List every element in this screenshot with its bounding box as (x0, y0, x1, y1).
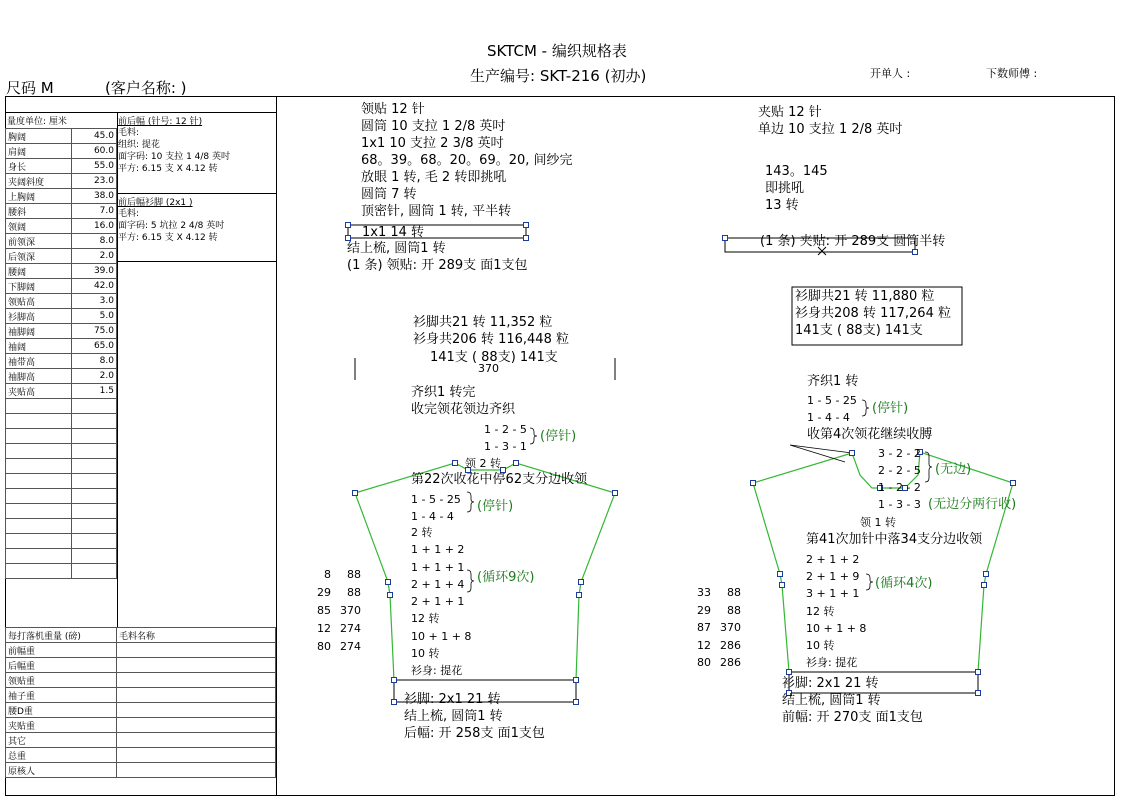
document-title: SKTCM - 编织规格表 (487, 42, 627, 60)
number-left: 87 (697, 621, 711, 634)
measurement-value: 55.0 (72, 159, 117, 174)
measurement-value: 2.0 (72, 369, 117, 384)
measurement-value: 38.0 (72, 189, 117, 204)
measurement-label: 衫脚高 (6, 309, 72, 324)
back-neck-dec-line: 1 - 2 - 5 (484, 423, 527, 436)
back-body-line: 1 + 1 + 1 (411, 560, 465, 574)
back-neck-note: 第22次收花中停62支分边收领 (411, 472, 588, 487)
vertex-handle[interactable] (787, 670, 792, 675)
back-collar-end-line: (1 条) 领贴: 开 289支 面1支包 (347, 258, 528, 273)
measurement-label: 袖脚高 (6, 369, 72, 384)
vertex-handle[interactable] (574, 678, 579, 683)
front-rib-text: 衫脚: 2x1 21 转 (782, 676, 879, 691)
front-left-numbers (685, 584, 741, 672)
back-neck-line: 齐织1 转完 (411, 385, 476, 400)
vertex-handle[interactable] (386, 580, 391, 585)
measurement-value: 75.0 (72, 324, 117, 339)
vertex-handle[interactable] (780, 583, 785, 588)
measurement-label: 腰斜 (6, 204, 72, 219)
back-shoulder-line: 1 - 4 - 4 (411, 510, 454, 523)
number-pair (305, 584, 361, 602)
measurement-label: 袖脚阔 (6, 324, 72, 339)
front-end-notes (782, 692, 923, 726)
measurement-value: 5.0 (72, 309, 117, 324)
vertex-handle[interactable] (913, 250, 918, 255)
front-armhole-notes (758, 104, 902, 138)
measurement-label: 上胸阔 (6, 189, 72, 204)
opener-label: 开单人 : (870, 67, 911, 80)
note-line: 平方: 6.15 支 X 4.12 转 (118, 233, 218, 243)
front-totals (795, 288, 951, 339)
number-right: 274 (340, 640, 361, 653)
unit-label: 量度单位: 厘米 (7, 117, 67, 127)
back-body-line: 2 转 (411, 526, 433, 539)
yarn-label: 前幅重 (6, 643, 117, 658)
yarn-header-right: 毛料名称 (117, 628, 276, 643)
vertex-handle[interactable] (723, 236, 728, 241)
back-collar-end (347, 240, 528, 274)
measurement-label: 袖带高 (6, 354, 72, 369)
back-end-notes (404, 708, 545, 742)
vertex-handle[interactable] (982, 583, 987, 588)
back-width-total: 370 (478, 362, 499, 375)
vertex-handle[interactable] (524, 223, 529, 228)
back-width-line: 141支 ( 88支) 141支 (430, 350, 558, 365)
measurement-label: 肩阔 (6, 144, 72, 159)
measurement-value: 42.0 (72, 279, 117, 294)
front-total-line: 衫身共208 转 117,264 粒 (795, 306, 951, 321)
vertex-handle[interactable] (984, 572, 989, 577)
vertex-handle[interactable] (346, 223, 351, 228)
front-neck-dec-line: 1 - 2 - 2 (878, 481, 921, 494)
front-shoulder-line: 1 - 5 - 25 (807, 394, 857, 407)
measurement-label: 夹阔斜度 (6, 174, 72, 189)
measurement-label: 后领深 (6, 249, 72, 264)
production-number: 生产编号: SKT-216 (初办) (470, 67, 647, 85)
vertex-handle[interactable] (514, 461, 519, 466)
number-pair (305, 602, 361, 620)
yarn-label: 总重 (6, 748, 117, 763)
front-no-edge2: (无边分两行收) (928, 497, 1017, 512)
vertex-handle[interactable] (751, 481, 756, 486)
yarn-label: 原核人 (6, 763, 117, 778)
measurement-value: 1.5 (72, 384, 117, 399)
number-left: 29 (317, 586, 331, 599)
vertex-handle[interactable] (453, 461, 458, 466)
front-stop: (停针) (872, 401, 909, 416)
back-total-line: 衫身共206 转 116,448 粒 (413, 332, 569, 347)
customer-label: (客户名称: ) (105, 79, 187, 97)
vertex-handle[interactable] (613, 491, 618, 496)
yarn-label: 其它 (6, 733, 117, 748)
yarn-label: 领贴重 (6, 673, 117, 688)
back-collar-end-line: 结上梳, 圆筒1 转 (347, 241, 446, 256)
back-collar-notes (361, 101, 573, 220)
measurement-label: 领贴高 (6, 294, 72, 309)
note-line: 面字码: 10 支拉 1 4/8 英吋 (118, 152, 230, 162)
front-no-edge: (无边) (935, 462, 972, 477)
front-armhole-line: 单边 10 支拉 1 2/8 英吋 (758, 122, 903, 137)
measurement-label: 袖阔 (6, 339, 72, 354)
measurement-label: 胸阔 (6, 129, 72, 144)
back-shoulder (411, 491, 461, 525)
back-neck-count: 领 2 转 (465, 457, 501, 470)
measurement-label: 腰阔 (6, 264, 72, 279)
number-pair (685, 619, 741, 637)
measurement-value: 45.0 (72, 129, 117, 144)
number-left: 80 (697, 656, 711, 669)
front-body-line: 10 + 1 + 8 (806, 621, 867, 635)
note-line: 平方: 6.15 支 X 4.12 转 (118, 164, 218, 174)
front-total-line: 衫脚共21 转 11,880 粒 (795, 289, 935, 304)
front-pick-notes (765, 163, 828, 214)
back-neck-decrease (484, 421, 527, 455)
number-right: 370 (720, 621, 741, 634)
back-cycle: (循环9次) (477, 570, 535, 585)
number-left: 8 (324, 568, 331, 581)
front-body-notes (806, 551, 866, 671)
number-right: 286 (720, 638, 741, 652)
number-right: 88 (727, 603, 741, 617)
back-collar-line: 68。39。68。20。69。20, 间纱完 (361, 153, 573, 168)
front-shoulder (807, 392, 857, 426)
front-neck-top: 齐织1 转 (807, 374, 859, 389)
measurement-value: 8.0 (72, 234, 117, 249)
back-left-numbers (305, 566, 361, 656)
number-left: 33 (697, 586, 711, 599)
notes-block1-title: 前后幅 (针号: 12 针) (118, 117, 203, 127)
note-line: 组织: 提花 (118, 140, 160, 150)
front-end-line: 前幅: 开 270支 面1支包 (782, 710, 923, 725)
back-shoulder-line: 1 - 5 - 25 (411, 493, 461, 506)
vertex-handle[interactable] (353, 491, 358, 496)
front-pick-line: 143。145 (765, 164, 828, 179)
back-stop2: (停针) (477, 499, 514, 514)
number-pair (685, 654, 741, 672)
number-pair (305, 638, 361, 656)
yarn-label: 腰D重 (6, 703, 117, 718)
note-line: 毛料: (118, 209, 140, 219)
measurement-value: 7.0 (72, 204, 117, 219)
size-label: 尺码 M (6, 79, 54, 97)
vertex-handle[interactable] (574, 700, 579, 705)
number-pair (685, 637, 741, 655)
front-armhole-line: 夹贴 12 针 (758, 105, 822, 120)
measurement-value: 23.0 (72, 174, 117, 189)
back-neck-dec-line: 1 - 3 - 1 (484, 440, 527, 453)
measurement-label: 下脚阔 (6, 279, 72, 294)
number-right: 370 (340, 604, 361, 617)
number-right: 286 (720, 656, 741, 669)
note-line: 毛料: (118, 128, 140, 138)
vertex-handle[interactable] (392, 700, 397, 705)
measurement-value: 8.0 (72, 354, 117, 369)
number-left: 12 (697, 638, 711, 652)
number-right: 88 (347, 586, 361, 599)
vertex-handle[interactable] (976, 670, 981, 675)
front-body-line: 10 转 (806, 639, 835, 653)
front-pick-line: 即挑吼 (765, 181, 805, 196)
front-shoulder-line: 1 - 4 - 4 (807, 411, 850, 424)
measurement-value: 2.0 (72, 249, 117, 264)
front-cycle: (循环4次) (875, 576, 933, 591)
yarn-header-left: 每打落机重量 (磅) (6, 628, 117, 643)
back-collar-line: 顶密针, 圆筒 1 转, 平半转 (361, 204, 512, 219)
number-left: 12 (317, 622, 331, 635)
back-body-line: 2 + 1 + 1 (411, 595, 465, 609)
back-totals (413, 314, 569, 348)
front-body-line: 2 + 1 + 2 (806, 553, 860, 566)
front-body-line: 12 转 (806, 604, 835, 618)
front-total-line: 141支 ( 88支) 141支 (795, 323, 923, 338)
back-collar-line: 圆筒 7 转 (361, 187, 417, 202)
number-pair (685, 584, 741, 602)
measurement-label: 领阔 (6, 219, 72, 234)
master-label: 下数师傅 : (986, 67, 1038, 80)
back-end-line: 后幅: 开 258支 面1支包 (404, 726, 545, 741)
back-end-line: 结上梳, 圆筒1 转 (404, 709, 503, 724)
measurement-label: 身长 (6, 159, 72, 174)
number-left: 29 (697, 603, 711, 617)
back-rib-text: 衫脚: 2x1 21 转 (404, 692, 501, 707)
front-armhole-box-text: (1 条) 夹贴: 开 289支 圆筒半转 (760, 234, 946, 249)
back-collar-line: 领贴 12 针 (361, 102, 425, 117)
vertex-handle[interactable] (577, 593, 582, 598)
measurement-value: 65.0 (72, 339, 117, 354)
number-right: 88 (727, 586, 741, 599)
yarn-label: 夹贴重 (6, 718, 117, 733)
front-body-line: 3 + 1 + 1 (806, 587, 860, 601)
vertex-handle[interactable] (1011, 481, 1016, 486)
measurement-value: 60.0 (72, 144, 117, 159)
back-collar-box-text: 1x1 14 转 (362, 225, 425, 240)
vertex-handle[interactable] (579, 580, 584, 585)
measurement-value: 3.0 (72, 294, 117, 309)
front-side-note: 第41次加针中落34支分边收领 (806, 532, 983, 547)
number-pair (305, 620, 361, 638)
back-collar-line: 1x1 10 支拉 2 3/8 英吋 (361, 136, 504, 151)
front-neck-note: 收第4次领花继续收膊 (807, 427, 933, 442)
number-pair (685, 602, 741, 620)
number-right: 274 (340, 622, 361, 635)
measurement-label: 前领深 (6, 234, 72, 249)
yarn-label: 袖子重 (6, 688, 117, 703)
back-body-line: 10 + 1 + 8 (411, 629, 472, 643)
back-collar-line: 放眼 1 转, 毛 2 转即挑吼 (361, 170, 507, 185)
number-right: 88 (347, 568, 361, 581)
front-body-line: 衫身: 提花 (806, 656, 858, 670)
vertex-handle[interactable] (850, 451, 855, 456)
back-stop1: (停针) (540, 429, 577, 444)
back-body-line: 10 转 (411, 647, 440, 661)
back-body-line: 12 转 (411, 612, 440, 626)
measurement-value: 16.0 (72, 219, 117, 234)
back-body-notes (411, 524, 471, 680)
front-neck-dec-line: 1 - 3 - 3 (878, 498, 921, 511)
vertex-handle[interactable] (392, 678, 397, 683)
vertex-handle[interactable] (976, 691, 981, 696)
back-neck-top (411, 384, 515, 418)
note-line: 面字码: 5 坑拉 2 4/8 英吋 (118, 221, 225, 231)
notes-block2-title: 前后幅衫脚 (2x1 ) (118, 198, 193, 208)
back-neck-line: 收完领花领边齐织 (411, 402, 516, 417)
front-end-line: 结上梳, 圆筒1 转 (782, 693, 881, 708)
vertex-handle[interactable] (388, 593, 393, 598)
back-body-line: 衫身: 提花 (411, 664, 463, 678)
back-collar-line: 圆筒 10 支拉 1 2/8 英吋 (361, 119, 506, 134)
yarn-label: 后幅重 (6, 658, 117, 673)
measurement-label: 夹贴高 (6, 384, 72, 399)
back-body-line: 1 + 1 + 2 (411, 543, 465, 557)
number-pair (305, 566, 361, 584)
front-body-line: 2 + 1 + 9 (806, 570, 860, 584)
number-left: 80 (317, 640, 331, 653)
vertex-handle[interactable] (778, 572, 783, 577)
back-body-line: 2 + 1 + 4 (411, 577, 465, 591)
back-total-line: 衫脚共21 转 11,352 粒 (413, 315, 553, 330)
measurement-value: 39.0 (72, 264, 117, 279)
front-neck-dec-line: 2 - 2 - 5 (878, 464, 921, 477)
front-neck-decrease (878, 445, 921, 513)
front-neck-count: 领 1 转 (860, 516, 896, 529)
front-pick-line: 13 转 (765, 198, 799, 213)
number-left: 85 (317, 604, 331, 617)
front-neck-dec-line: 3 - 2 - 2 (878, 447, 921, 460)
